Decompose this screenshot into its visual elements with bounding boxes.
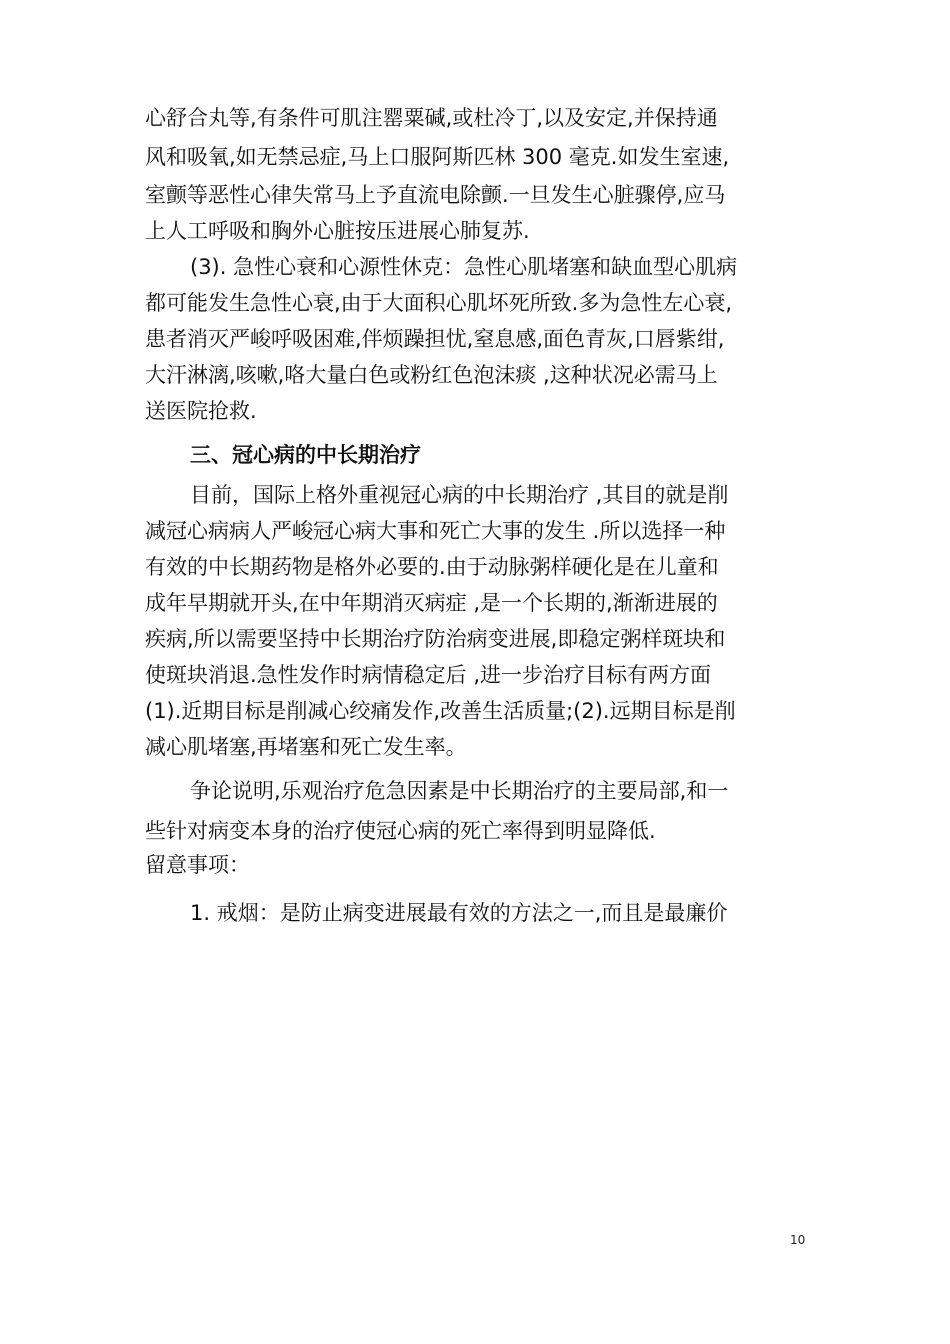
text-line: 送医院抢救. [145,399,257,423]
text-line: 减冠心病病人严峻冠心病大事和死亡大事的发生 .所以选择一种 [145,519,726,543]
text-line: 患者消灭严峻呼吸困难,伴烦躁担忧,窒息感,面色青灰,口唇紫绀, [145,327,725,351]
text-line: 减心肌堵塞,再堵塞和死亡发生率。 [145,735,467,759]
text-line: 都可能发生急性心衰,由于大面积心肌坏死所致.多为急性左心衰, [145,291,733,315]
text-line: 大汗淋漓,咳嗽,咯大量白色或粉红色泡沫痰 ,这种状况必需马上 [145,363,718,387]
text-line: 风和吸氧,如无禁忌症,马上口服阿斯匹林 300 毫克.如发生室速, [145,145,730,169]
text-line: 室颤等恶性心律失常马上予直流电除颤.一旦发生心脏骤停,应马 [145,183,726,207]
list-item: 1. 戒烟：是防止病变进展最有效的方法之一,而且是最廉价 [190,901,728,925]
text-line: 留意事项： [145,853,250,877]
text-line: 疾病,所以需要坚持中长期治疗防治病变进展,即稳定粥样斑块和 [145,627,726,651]
text-line: (3). 急性心衰和心源性休克：急性心肌堵塞和缺血型心肌病 [190,255,738,279]
section-heading: 三、冠心病的中长期治疗 [190,443,421,467]
text-line: (1).近期目标是削减心绞痛发作,改善生活质量;(2).远期目标是削 [145,699,736,723]
text-line: 争论说明,乐观治疗危急因素是中长期治疗的主要局部,和一 [190,779,729,803]
text-line: 有效的中长期药物是格外必要的.由于动脉粥样硬化是在儿童和 [145,555,719,579]
page-number: 10 [790,1233,806,1247]
text-line: 使斑块消退.急性发作时病情稳定后 ,进一步治疗目标有两方面 [145,663,712,687]
text-line: 成年早期就开头,在中年期消灭病症 ,是一个长期的,渐渐进展的 [145,591,718,615]
text-line: 上人工呼吸和胸外心脏按压进展心肺复苏. [145,219,530,243]
text-line: 心舒合丸等,有条件可肌注罂粟碱,或杜冷丁,以及安定,并保持通 [145,106,718,130]
text-line: 目前，国际上格外重视冠心病的中长期治疗 ,其目的就是削 [190,483,729,507]
text-line: 些针对病变本身的治疗使冠心病的死亡率得到明显降低. [145,819,656,843]
